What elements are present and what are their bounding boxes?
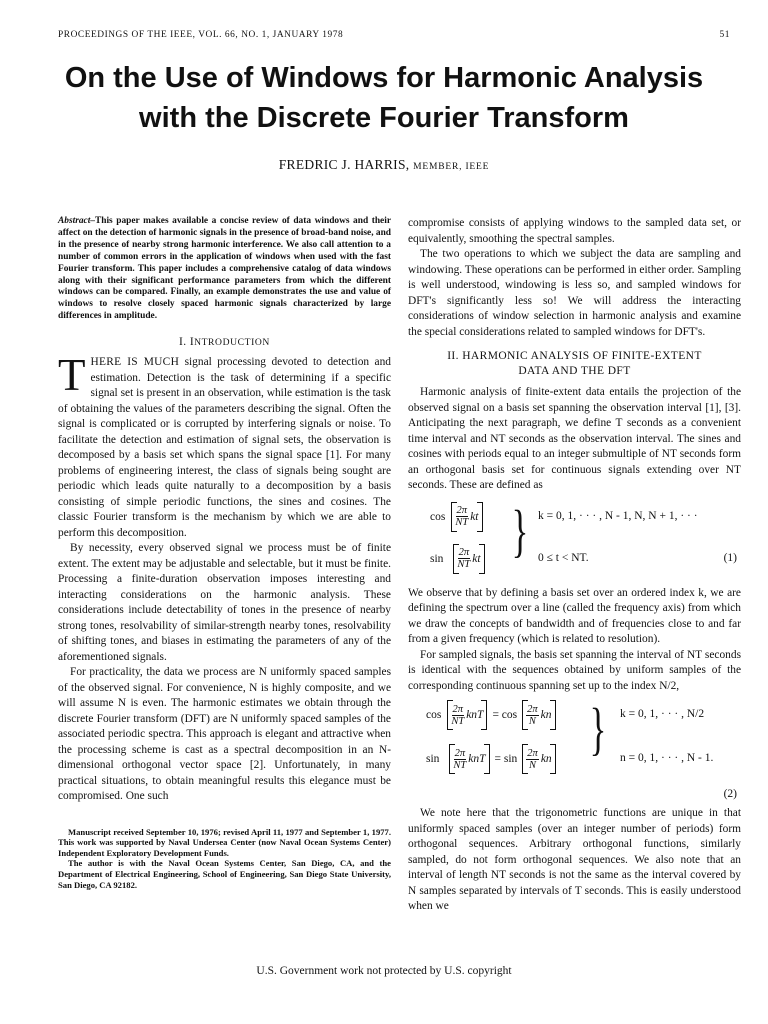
eq1-sin: sin <box>430 552 444 565</box>
section-2-heading <box>408 349 741 379</box>
eq1-cos-var: kt <box>470 510 479 523</box>
lead-caps: HERE IS MUCH <box>90 356 180 369</box>
eq2-sin-frac-2 <box>526 748 539 771</box>
eq1-cos-row <box>430 502 483 532</box>
paper-title <box>0 58 768 138</box>
equation-1 <box>408 494 741 586</box>
running-head <box>58 30 730 40</box>
author-line <box>0 157 768 173</box>
eq1-cos: cos <box>430 510 446 523</box>
drop-cap: T <box>58 350 86 401</box>
eq2-sin-var-1: knT <box>468 753 486 765</box>
eq1-range-k: k = 0, 1, · · · , N - 1, N, N + 1, · · · <box>538 509 698 522</box>
footnote-author: The author is with the Naval Ocean Systems Center, San Diego, CA, and the Department of Electrical Engineering, School of Engineering, San Diego State University, San Diego, CA 92182. <box>58 858 391 890</box>
eq2-brace: } <box>589 696 607 761</box>
paragraph-harmonic-analysis: Harmonic analysis of finite-extent data entails the projection of the observed signal on a basis set spanning the observation interval [1], [3]. Anticipating the next paragraph, we define T seconds as a convenient time interval and NT seconds as the observation interval. The sines and cosines with periods equal to an integer submultiple of NT seconds form an orthogonal basis set for continuous signals extending over NT seconds. These are defined as <box>408 386 741 491</box>
copyright-note: U.S. Government work not protected by U.S. copyright <box>256 965 512 977</box>
eq2-cos-den-2: N <box>528 715 536 727</box>
eq2-cos-row <box>426 700 556 730</box>
eq2-sin-row <box>426 744 556 774</box>
eq2-range-n: n = 0, 1, · · · , N - 1. <box>620 752 714 764</box>
eq2-cos-bracket-left <box>447 700 487 730</box>
left-column <box>58 216 391 890</box>
eq2-cos-equals: = cos <box>492 709 518 721</box>
eq2-cos-bracket-right <box>522 700 555 730</box>
eq1-cos-bracket <box>451 502 482 532</box>
paragraph-note: We note here that the trigonometric functions are unique in that uniformly spaced samples (over an integer number of periods) form orthogonal sequences. Arbitrary orthogonal functions, similarly sampled, do not form orthogonal sequences. We also note that an interval of length NT seconds is not the same as the interval covered by N samples separated by intervals of T seconds. This is easily understood when we <box>408 807 741 912</box>
eq1-sin-num: 2π <box>458 547 470 558</box>
eq1-sin-bracket <box>453 544 484 574</box>
paragraph-sampled-signals: For sampled signals, the basis set spanning the interval of NT seconds is identical with the sequences obtained by uniform samples of the corresponding continuous spanning set up to the index N/2, <box>408 648 741 692</box>
footnote-received: Manuscript received September 10, 1976; revised April 11, 1977 and September 1, 1977. This work was supported by Naval Undersea Center (now Naval Ocean Systems Center) Independent Exploratory Development Funds. <box>58 826 391 858</box>
eq1-sin-var: kt <box>472 552 481 565</box>
eq1-cos-fraction <box>455 505 468 528</box>
eq2-cos-num-2: 2π <box>527 703 538 715</box>
intro-paragraph-1-text: signal processing devoted to detection and estimation. Detection is the task of determining if a specific signal set is present in an observation, while estimation is the task of obtaining the values of the parameters describing the signal. Often the signal is complicated or is corrupted by interfering signals or noise. To facilitate the detection and estimation of signal sets, the observation is decomposed by a basis set which spans the signal space [1]. For many problems of engineering interest, the class of signals being sought are periodic which leads quite naturally to a decomposition by a basis consisting of simple periodic functions, the sines and cosines. The classic Fourier transform is the mechanism by which we are able to perform this decomposition. <box>58 356 392 539</box>
eq1-sin-den: NT <box>457 559 471 570</box>
eq2-sin-bracket-left <box>449 744 489 774</box>
author-affiliation: MEMBER, IEEE <box>413 162 490 172</box>
eq2-cos-var-2: kn <box>540 709 552 721</box>
title-line-1: On the Use of Windows for Harmonic Analysis <box>64 62 704 94</box>
intro-paragraph-1 <box>58 350 392 541</box>
author-name: FREDRIC J. HARRIS, <box>278 157 410 172</box>
section-2-heading-line-2: DATA AND THE DFT <box>518 365 631 377</box>
eq1-sin-row <box>430 544 485 574</box>
footnote <box>58 827 391 891</box>
eq2-sin-num-2: 2π <box>527 747 538 759</box>
page-number: 51 <box>719 30 730 40</box>
eq2-sin-den-2: N <box>529 759 537 771</box>
section-1-heading <box>58 335 391 350</box>
eq1-cos-num: 2π <box>456 505 468 516</box>
eq1-range-t: 0 ≤ t < NT. <box>538 551 589 564</box>
section-2-heading-line-1: II. HARMONIC ANALYSIS OF FINITE-EXTENT <box>447 350 702 362</box>
section-1-heading-first: I <box>189 336 195 349</box>
eq1-sin-fraction <box>457 547 470 570</box>
right-continued-paragraph: compromise consists of applying windows to the sampled data set, or equivalently, smoothing the spectral samples. <box>408 217 741 245</box>
eq2-range-k: k = 0, 1, · · · , N/2 <box>620 708 705 720</box>
abstract <box>58 216 391 323</box>
right-column <box>408 216 741 915</box>
eq2-sin-equals: = sin <box>494 753 518 765</box>
eq2-sin-bracket-right <box>522 744 555 774</box>
intro-paragraph-3: For practicality, the data we process are N uniformly spaced samples of the observed signal. For convenience, N is highly composite, and we will assume N is even. The harmonic estimates we obtain through the discrete Fourier transform (DFT) are N uniformly spaced samples of the associated periodic spectra. This approach is elegant and attractive when the processing scheme is cast as a spectral decomposition in an N-dimensional orthogonal vector space [2]. Unfortunately, in many practical situations, to obtain meaningful results this elegance must be compromised. One such <box>58 666 391 803</box>
eq2-cos-frac-1 <box>451 704 464 727</box>
eq1-brace: } <box>511 497 529 563</box>
journal-citation: PROCEEDINGS OF THE IEEE, VOL. 66, NO. 1, JANUARY 1978 <box>58 30 344 40</box>
eq2-cos-frac-2 <box>526 704 539 727</box>
eq2-sin-den-1: NT <box>453 759 467 771</box>
abstract-lead: Abstract <box>58 216 91 226</box>
eq2-cos-num-1: 2π <box>452 703 464 715</box>
eq2-cos-var-1: knT <box>466 709 484 721</box>
eq2-cos-den-1: NT <box>451 715 465 727</box>
paragraph-two-operations: The two operations to which we subject the data are sampling and windowing. These operations can be performed in either order. Sampling is well understood, windowing is less so, and sampled windows for DFT's significantly less so! We will address the interacting considerations of window selection in harmonic analysis and examine the special considerations related to sampled windows for DFT's. <box>408 248 741 338</box>
eq1-number: (1) <box>723 551 737 564</box>
eq2-cos: cos <box>426 709 442 721</box>
section-1-heading-rest: NTRODUCTION <box>194 337 270 349</box>
title-line-2: with the Discrete Fourier Transform <box>139 102 629 134</box>
eq2-sin: sin <box>426 753 440 765</box>
abstract-text: –This paper makes available a concise review of data windows and their affect on the detection of harmonic signals in the presence of broad-band noise, and in the presence of nearby strong harmonic interference. We also call attention to a number of common errors in the application of windows when used with the fast Fourier transform. This paper includes a comprehensive catalog of data windows along with their significant performance parameters from which the different windows can be compared. Finally, an example demonstrates the use and value of windows to resolve closely spaced harmonic signals characterized by large differences in amplitude. <box>58 216 391 322</box>
equation-2 <box>408 694 741 806</box>
eq2-sin-var-2: kn <box>540 753 552 765</box>
eq2-number: (2) <box>723 788 737 800</box>
section-1-number: I. <box>179 336 190 349</box>
eq2-sin-num-1: 2π <box>454 747 466 759</box>
eq1-cos-den: NT <box>455 517 469 528</box>
paragraph-observe: We observe that by defining a basis set over an ordered index k, we are defining the spectrum over a line (called the frequency axis) from which we draw the concepts of bandwidth and of frequencies close to and far from a given frequency (which is related to resolution). <box>408 586 741 645</box>
intro-paragraph-2: By necessity, every observed signal we process must be of finite extent. The extent may be adjustable and selectable, but it must be finite. Processing a finite-duration observation imposes interesting and interacting considerations on the harmonic analysis. These considerations include detectability of tones in the presence of nearby strong tones, resolvability of similar-strength nearby tones, resolvability of shifting tones, and biases in estimating the parameters of any of the aforementioned signals. <box>58 542 391 663</box>
eq2-sin-frac-1 <box>453 748 466 771</box>
